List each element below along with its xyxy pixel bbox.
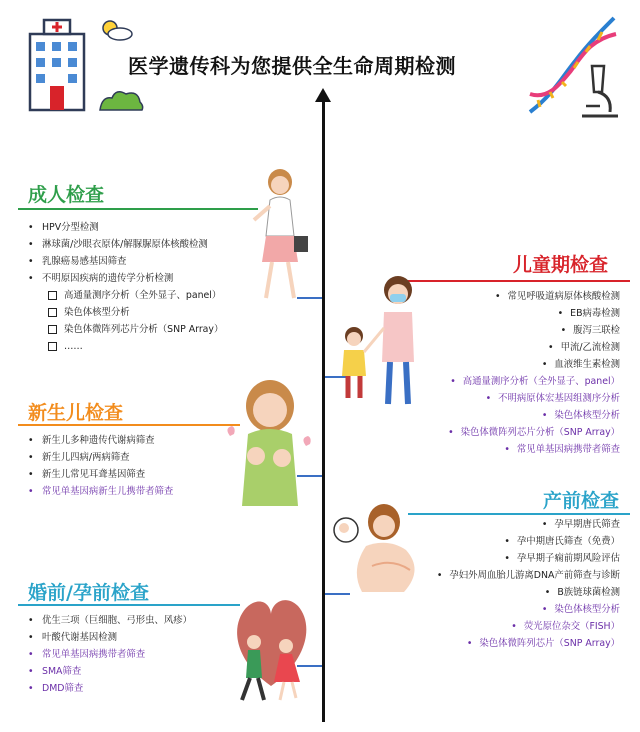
adult-section-title: 成人检查 <box>28 184 105 206</box>
mother-baby-illustration <box>222 376 318 526</box>
timeline-axis <box>322 100 325 722</box>
sun-cloud-icon <box>98 16 134 42</box>
timeline-arrow-icon <box>315 88 331 102</box>
list-item: • DMD筛查 <box>26 680 192 697</box>
list-item: • 常见单基因病新生儿携带者筛查 <box>26 483 173 500</box>
mother-child-illustration <box>332 272 428 408</box>
page-title: 医学遗传科为您提供全生命周期检测 <box>128 54 456 78</box>
list-item: • EB病毒检测 <box>448 305 620 322</box>
premarital-underline <box>18 604 240 606</box>
premarital-section-title: 婚前/孕前检查 <box>28 582 149 604</box>
sub-list-item: 高通量测序分析（全外显子、panel） <box>26 287 223 304</box>
woman-walking-illustration <box>248 166 310 302</box>
newborn-section-title: 新生儿检查 <box>28 402 124 424</box>
list-item: • 血液维生素检测 <box>448 356 620 373</box>
pregnant-woman-illustration <box>332 500 428 596</box>
premarital-item-list <box>26 612 192 697</box>
list-item: • 不明病原体宏基因组测序分析 <box>448 390 620 407</box>
list-item: • 孕早期唐氏筛查 <box>437 516 620 533</box>
list-item: • 染色体微阵列芯片（SNP Array） <box>437 635 620 652</box>
list-item: • 高通量测序分析（全外显子、panel） <box>448 373 620 390</box>
list-item: • 孕妇外周血胎儿游离DNA产前筛查与诊断 <box>437 567 620 584</box>
list-item: • 新生儿常见耳聋基因筛查 <box>26 466 173 483</box>
hospital-icon <box>26 12 90 112</box>
list-item: • SMA筛查 <box>26 663 192 680</box>
list-item: • 染色体微阵列芯片分析（SNP Array） <box>448 424 620 441</box>
adult-subitem-list <box>26 287 223 355</box>
child-item-list <box>448 288 620 458</box>
prenatal-underline <box>408 513 630 515</box>
list-item: • 染色体核型分析 <box>437 601 620 618</box>
list-item: • 染色体核型分析 <box>448 407 620 424</box>
microscope-icon <box>578 62 622 120</box>
newborn-underline <box>18 424 240 426</box>
list-item: • 叶酸代谢基因检测 <box>26 629 192 646</box>
adult-item-list <box>26 219 208 287</box>
list-item: • 腹泻三联检 <box>448 322 620 339</box>
list-item: • 优生三项（巨细胞、弓形虫、风疹） <box>26 612 192 629</box>
list-item: • 淋球菌/沙眼衣原体/解脲脲原体核酸检测 <box>26 236 208 253</box>
list-item: • 孕中期唐氏筛查（免费） <box>437 533 620 550</box>
child-section-title: 儿童期检查 <box>513 254 609 276</box>
sub-list-item: 染色体微阵列芯片分析（SNP Array） <box>26 321 223 338</box>
bush-icon <box>98 88 144 112</box>
list-item: • B族链球菌检测 <box>437 584 620 601</box>
prenatal-section-title: 产前检查 <box>543 490 620 512</box>
couple-heart-illustration <box>228 586 314 704</box>
list-item: • 新生儿四病/两病筛查 <box>26 449 173 466</box>
list-item: • 新生儿多种遗传代谢病筛查 <box>26 432 173 449</box>
list-item: • 荧光原位杂交（FISH） <box>437 618 620 635</box>
list-item: • 常见单基因病携带者筛查 <box>448 441 620 458</box>
list-item: • 常见呼吸道病原体核酸检测 <box>448 288 620 305</box>
sub-list-item: …… <box>26 338 223 355</box>
child-underline <box>408 280 630 282</box>
newborn-item-list <box>26 432 173 500</box>
list-item: • HPV分型检测 <box>26 219 208 236</box>
list-item: • 甲流/乙流检测 <box>448 339 620 356</box>
list-item: • 乳腺癌易感基因筛查 <box>26 253 208 270</box>
list-item: • 孕早期子痫前期风险评估 <box>437 550 620 567</box>
list-item: • 不明原因疾病的遗传学分析检测 <box>26 270 208 287</box>
sub-list-item: 染色体核型分析 <box>26 304 223 321</box>
prenatal-item-list <box>437 516 620 652</box>
list-item: • 常见单基因病携带者筛查 <box>26 646 192 663</box>
adult-underline <box>18 208 258 210</box>
